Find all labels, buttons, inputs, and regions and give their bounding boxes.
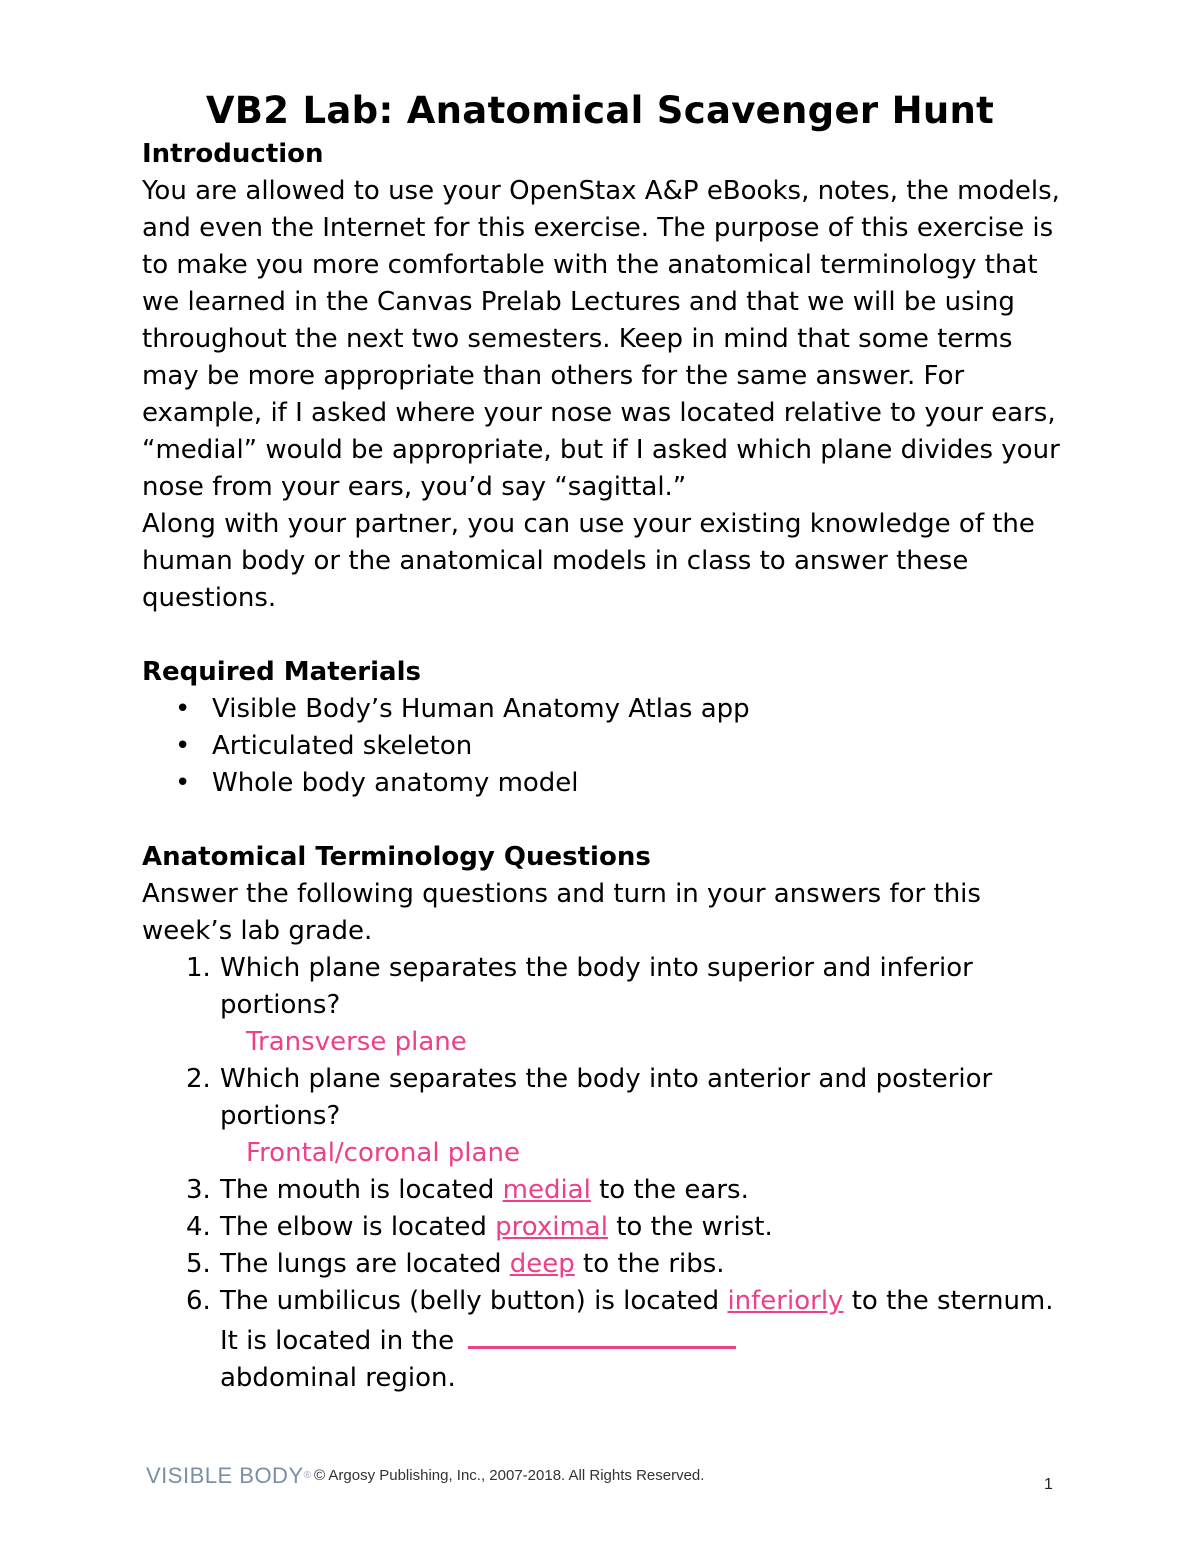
question-text-after: abdominal region. bbox=[220, 1363, 456, 1393]
questions-instructions: Answer the following questions and turn in your answers for this week’s lab grade. bbox=[142, 879, 981, 946]
page-number: 1 bbox=[1044, 1476, 1053, 1493]
question-text: Which plane separates the body into anterior and posterior portions? bbox=[220, 1064, 993, 1131]
question-text-after: to the ribs. bbox=[574, 1249, 725, 1279]
materials-item-label: Whole body anatomy model bbox=[212, 768, 579, 798]
copyright-notice: © Argosy Publishing, Inc., 2007-2018. All Rights Reserved. bbox=[314, 1467, 705, 1484]
question-item bbox=[142, 1172, 1072, 1209]
materials-heading: Required Materials bbox=[142, 657, 421, 687]
question-text-before: The mouth is located bbox=[220, 1175, 503, 1205]
fill-in-answer: inferiorly bbox=[727, 1286, 844, 1316]
materials-list bbox=[142, 691, 1072, 802]
question-item bbox=[142, 1283, 1072, 1397]
materials-item-label: Visible Body’s Human Anatomy Atlas app bbox=[212, 694, 750, 724]
intro-paragraph-2: Along with your partner, you can use your existing knowledge of the human body or the anatomical models in class to answer these questions. bbox=[142, 509, 1035, 613]
question-item bbox=[142, 1246, 1072, 1283]
question-number: 2. bbox=[186, 1064, 211, 1094]
intro-heading: Introduction bbox=[142, 139, 324, 169]
question-item bbox=[142, 950, 1072, 1061]
question-text-before: The lungs are located bbox=[220, 1249, 510, 1279]
blank-answer-line bbox=[468, 1320, 736, 1349]
question-text-middle: to the sternum. It is located in the bbox=[220, 1286, 1054, 1356]
question-text: Which plane separates the body into superior and inferior portions? bbox=[220, 953, 973, 1020]
question-number: 4. bbox=[186, 1212, 211, 1242]
question-item bbox=[142, 1209, 1072, 1246]
question-text-after: to the wrist. bbox=[607, 1212, 773, 1242]
fill-in-answer: medial bbox=[502, 1175, 591, 1205]
question-number: 3. bbox=[186, 1175, 211, 1205]
page-footer bbox=[0, 1462, 1200, 1502]
intro-paragraph-1: You are allowed to use your OpenStax A&P eBooks, notes, the models, and even the Internet for this exercise. The purpose of this exercise is to make you more comfortable with the anatomical terminology that we learned in the Canvas Prelab Lectures and that we will be using throughout the next two semesters. Keep in mind that some terms may be more appropriate than others for the same answer. For example, if I asked where your nose was located relative to your ears, “medial” would be appropriate, but if I asked which plane divides your nose from your ears, you’d say “sagittal.” bbox=[142, 176, 1060, 502]
materials-item bbox=[142, 728, 1072, 765]
bullet-icon: • bbox=[175, 768, 191, 798]
page-title: VB2 Lab: Anatomical Scavenger Hunt bbox=[205, 89, 995, 132]
materials-item bbox=[142, 765, 1072, 802]
answer-text: Transverse plane bbox=[246, 1027, 467, 1057]
question-item bbox=[142, 1061, 1072, 1172]
bullet-icon: • bbox=[175, 731, 191, 761]
questions-list bbox=[142, 950, 1072, 1397]
fill-in-answer: deep bbox=[509, 1249, 575, 1279]
fill-in-answer: proximal bbox=[495, 1212, 608, 1242]
question-number: 1. bbox=[186, 953, 211, 983]
visible-body-logo: VISIBLE BODY® bbox=[146, 1463, 312, 1488]
materials-item bbox=[142, 691, 1072, 728]
materials-item-label: Articulated skeleton bbox=[212, 731, 473, 761]
logo-text: VISIBLE BODY bbox=[146, 1463, 304, 1488]
question-text-after: to the ears. bbox=[590, 1175, 749, 1205]
bullet-icon: • bbox=[175, 694, 191, 724]
question-number: 5. bbox=[186, 1249, 211, 1279]
questions-heading: Anatomical Terminology Questions bbox=[142, 842, 651, 872]
question-number: 6. bbox=[186, 1286, 211, 1316]
question-text-before: The umbilicus (belly button) is located bbox=[220, 1286, 728, 1316]
answer-text: Frontal/coronal plane bbox=[246, 1138, 520, 1168]
document-body bbox=[142, 136, 1072, 1397]
question-text-before: The elbow is located bbox=[220, 1212, 496, 1242]
